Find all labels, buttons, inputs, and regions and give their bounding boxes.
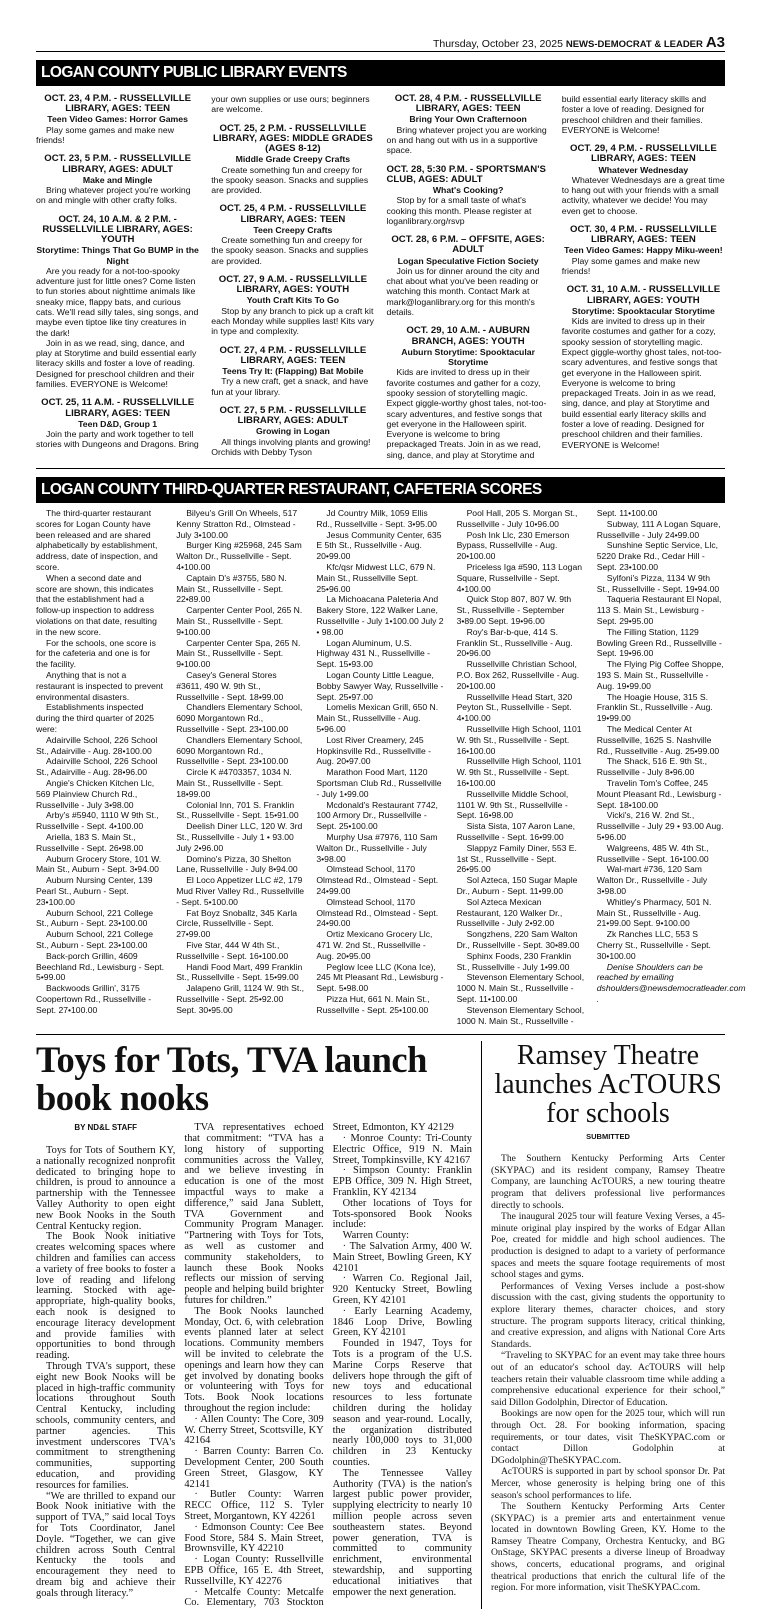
score-entry: The Medical Center At Russellville, 1625 S. Nashville Rd., Russellville - Aug. 25•99.00 — [596, 723, 720, 756]
article-paragraph: Performances of Vexing Verses include a post-show discussion with the cast, giving students the opportunity to explore literary themes, character choices, and story structure. The program supports literacy, critical thinking, and creative expression, and aligns with National Core Arts Standards. — [491, 1280, 725, 1350]
event-title: Whatever Wednesday — [598, 164, 689, 175]
score-entry: Auburn Grocery Store, 101 W. Main St., Auburn - Sept. 3•94.00 — [36, 853, 162, 875]
score-entry: Arby's #5940, 1110 W 9th St., Russellville - Sept. 4•100.00 — [36, 810, 159, 832]
event-title: Teen Creepy Crafts — [253, 224, 333, 235]
score-entry: Pool Hall, 205 S. Morgan St., Russellville - July 10•96.00 — [456, 508, 578, 529]
score-entry: Circle K #4703357, 1034 N. Main St., Russellville - Sept. 18•99.00 — [176, 767, 292, 799]
score-entry: Burger King #25968, 245 Sam Walton Dr., Russellville - Sept. 4•100.00 — [176, 540, 302, 573]
score-entry: Olmstead School, 1170 Olmstead Rd., Olmstead - Sept. 24•99.00 — [316, 864, 439, 896]
event-title: Make and Mingle — [82, 174, 153, 185]
score-entry: Wal-mart #736, 120 Sam Walton Dr., Russellville - July 3•98.00 — [596, 864, 708, 896]
event-heading: OCT. 23, 5 P.M. - RUSSELLVILLE LIBRARY, AGES: ADULT — [44, 153, 192, 175]
articles-row — [36, 1041, 725, 1609]
event-item — [387, 94, 550, 156]
toys-byline: BY ND&L STAFF — [74, 1123, 137, 1133]
events-banner: LOGAN COUNTY PUBLIC LIBRARY EVENTS — [36, 60, 725, 86]
event-description: All things involving plants and growing! Orchids with Debby Tyson — [211, 436, 371, 457]
score-entry: Lost River Creamery, 245 Hopkinsville Rd., Russellville - Aug. 20•97.00 — [316, 734, 431, 767]
score-entry: Songzhens, 220 Sam Walton Dr., Russellville - Sept. 30•89.00 — [456, 929, 580, 950]
article-paragraph: Toys for Tots of Southern KY, a nationally recognized nonprofit dedicated to bringing hope to children, is proud to announce a partnership with the Tennessee Valley Authority to open eight new Book Nooks in the South Central Kentucky region. — [36, 1145, 176, 1232]
event-description: Join the party and work together to tell stories with Dungeons and Dragons. Bring your own supplies or use ours; beginners are welcome. — [36, 94, 370, 450]
score-entry: Auburn School, 221 College St., Auburn - Sept. 23•100.00 — [36, 929, 154, 950]
article-paragraph: “Traveling to SKYPAC for an event may take three hours out of an educator's school day. AcTOURS will help teachers retain their valuable classroom time while adding a comprehensive educational experience for their school,” said Dillon Godolphin, Director of Education. — [491, 1350, 725, 1408]
ramsey-headline: Ramsey Theatre launches AcTOURS for schools — [494, 1040, 722, 1130]
event-item — [211, 124, 374, 196]
score-entry: The Flying Pig Coffee Shoppe, 193 S. Main St., Russellville - Aug. 19•99.00 — [596, 659, 724, 691]
page-number: A3 — [705, 34, 725, 51]
ramsey-byline: SUBMITTED — [586, 1132, 630, 1142]
score-entry: Murphy Usa #7976, 110 Sam Walton Dr., Russellville - July 3•98.00 — [316, 831, 438, 864]
score-entry: Taqueria Restaurant El Nopal, 113 S. Main St., Lewisburg - Sept. 29•95.00 — [596, 594, 722, 627]
article-paragraph: Other locations of Toys for Tots-sponsored Book Nooks include: — [332, 1197, 472, 1231]
score-entry: Zk Ranches LLC, 553 S Cherry St., Russellville - Sept. 30•100.00 — [596, 929, 711, 961]
toys-headline: Toys for Tots, TVA launch book nooks — [36, 1039, 427, 1119]
intro-paragraph: The third-quarter restaurant scores for Logan County have been released and are shared alphabetically by establishment, address, date of inspection, and score. — [36, 508, 158, 573]
ramsey-article-body — [491, 1153, 725, 1594]
article-paragraph: The Book Nook initiative creates welcoming spaces where children and families can access a variety of free books to foster a love of reading and lifelong learning. Stocked with age-appropriate, high-quality books, each nook is designed to encourage literacy development and provide families with opportunities to bond through reading. — [36, 1231, 176, 1362]
score-entry: Sphinx Foods, 230 Franklin St., Russellville - July 1•99.00 — [456, 950, 572, 972]
event-title: Logan Speculative Fiction Society — [397, 255, 539, 266]
scores-list — [36, 508, 746, 1026]
article-paragraph: · Edmonson County: Cee Bee Food Store, 584 S. Main Street, Brownsville, KY 42210 — [184, 1521, 324, 1555]
event-heading: OCT. 28, 6 P.M. – OFFSITE, AGES: ADULT — [391, 234, 545, 256]
event-title: Auburn Storytime: Spooktacular Storytime — [401, 346, 535, 368]
score-entry: Casey's General Stores #3611, 490 W. 9th St., Russellville - Sept. 18•99.00 — [176, 670, 284, 702]
article-paragraph: Through TVA's support, these eight new Book Nooks will be placed in high-traffic community locations throughout South Central Kentucky, including schools, community centers, and partner agencies. This investment underscores TVA's commitment to strengthening communities, supporting education, and providing resources for families. — [36, 1361, 176, 1491]
score-entry: Logan Aluminum, U.S. Highway 431 N., Russellville - Sept. 15•93.00 — [316, 637, 431, 670]
event-heading: OCT. 27, 4 P.M. - RUSSELLVILLE LIBRARY, AGES: TEEN — [219, 344, 367, 366]
event-description: Play some games and make new friends! — [36, 124, 174, 145]
event-heading: OCT. 29, 4 P.M. - RUSSELLVILLE LIBRARY, AGES: TEEN — [569, 143, 717, 165]
event-heading: OCT. 25, 11 A.M. - RUSSELLVILLE LIBRARY, AGES: TEEN — [41, 397, 195, 419]
score-entry: Posh Ink Llc, 230 Emerson Bypass, Russellville - Aug. 20•100.00 — [456, 529, 570, 562]
score-entry: Five Star, 444 W 4th St., Russellville - Sept. 16•100.00 — [176, 939, 289, 961]
score-entry: The Shack, 516 E. 9th St., Russellville - July 8•96.00 — [596, 756, 708, 778]
score-entry: The Filling Station, 1129 Bowling Green Rd., Russellville - Sept. 19•96.00 — [596, 626, 722, 659]
score-entry: Lomelis Mexican Grill, 650 N. Main St., Russellville - Aug. 5•96.00 — [316, 702, 439, 734]
score-entry: Slappyz Family Diner, 553 E. 1st St., Russellville - Sept. 26•95.00 — [456, 842, 577, 875]
article-paragraph: Founded in 1947, Toys for Tots is a program of the U.S. Marine Corps Reserve that delivers hope through the gift of new toys and educational resources to less fortunate children during the holiday season and year-round. Locally, the organization distributed nearly 100,000 toys to 31,000 children in 23 Kentucky counties. — [332, 1338, 472, 1468]
event-description: Bring whatever project you are working on and hang out with us in a supportive space. — [386, 124, 547, 156]
article-paragraph: · Butler County: Warren RECC Office, 112 S. Tyler Street, Morgantown, KY 42261 — [184, 1489, 324, 1522]
event-description: Stop by for a small taste of what's cooking this month. Please register at loganlibrary.org/rsvp — [386, 195, 532, 226]
author-contact: Denise Shoulders can be reached by emailing dshoulders@newsdemocratleader.com . — [596, 961, 746, 1004]
score-entry: Quick Stop 807, 807 W. 9th St., Russellville - September 3•89.00 Sept. 19•96.00 — [456, 594, 572, 627]
article-paragraph: · Metcalfe County: Metcalfe Co. Elementary, 703 Stockton Street, Edmonton, KY 42129 — [184, 1122, 454, 1609]
article-paragraph: · Logan County: Russellville EPB Office, 165 E. 4th Street, Russellville, KY 42276 — [184, 1554, 324, 1587]
score-entry: Adairville School, 226 School St., Adairville - Aug. 28•96.00 — [36, 756, 158, 778]
event-description: Play some games and make new friends! — [561, 255, 700, 277]
score-entry: The Hoagie House, 315 S. Franklin St., Russellville - Aug. 19•99.00 — [596, 691, 713, 724]
score-entry: Stevenson Elementary School, 1000 N. Main St., Russellville - Sept. 11•100.00 — [456, 508, 658, 1026]
score-entry: Colonial Inn, 701 S. Franklin St., Russellville - Sept. 15•91.00 — [176, 799, 299, 821]
event-item — [36, 154, 199, 205]
event-title: Bring Your Own Crafternoon — [409, 114, 527, 125]
score-entry: Russellville Head Start, 320 Peyton St., Russellville - Sept. 4•100.00 — [456, 691, 573, 724]
score-entry: Russellville High School, 1101 W. 9th St., Russellville - Sept. 16•100.00 — [456, 723, 582, 756]
event-heading: OCT. 28, 4 P.M. - RUSSELLVILLE LIBRARY, AGES: TEEN — [394, 93, 542, 115]
event-heading: OCT. 27, 5 P.M. - RUSSELLVILLE LIBRARY, AGES: ADULT — [219, 404, 367, 427]
article-paragraph: The inaugural 2025 tour will feature Vexing Verses, a 45-minute original play inspired by the works of Edgar Allan Poe, created for middle and high school audiences. The production is designed to adapt to a variety of performance spaces and meets the square footage requirements of most school stages and gyms. — [491, 1211, 725, 1281]
score-entry: Marathon Food Mart, 1120 Sportsman Club Rd., Russellville - July 1•99.00 — [316, 767, 442, 799]
score-entry: Handi Food Mart, 499 Franklin St., Russellville - Sept. 15•99.00 — [176, 961, 303, 983]
event-heading: OCT. 28, 5:30 P.M. - SPORTSMAN'S CLUB, AGES: ADULT — [386, 163, 546, 185]
event-heading: OCT. 27, 9 A.M. - RUSSELLVILLE LIBRARY, AGES: YOUTH — [218, 273, 367, 296]
event-item — [211, 204, 374, 266]
score-entry: Sunshine Septic Service, Llc, 5220 Drake Rd., Cedar Hill - Sept. 23•100.00 — [596, 540, 719, 573]
score-entry: Kfc/qsr Midwest LLC, 679 N. Main St., Russellville Sept. 25•96.00 — [316, 562, 436, 594]
score-entry: Jalapeno Grill, 1124 W. 9th St., Russellville - Sept. 25•92.00 Sept. 30•95.00 — [176, 983, 305, 1015]
event-heading: OCT. 29, 10 A.M. - AUBURN BRANCH, AGES: YOUTH — [406, 325, 530, 347]
score-entry: Carpenter Center Pool, 265 N. Main St., Russellville - Sept. 9•100.00 — [176, 605, 303, 637]
score-entry: Russellville Middle School, 1101 W. 9th St., Russellville - Sept. 16•98.00 — [456, 788, 569, 821]
article-paragraph: AcTOURS is supported in part by school sponsor Dr. Pat Mercer, whose generosity is helping bring one of this season's school performances to life. — [491, 1466, 725, 1501]
event-item — [387, 235, 550, 317]
event-item — [387, 165, 550, 227]
event-title: Growing in Logan — [255, 426, 330, 437]
intro-paragraph: Anything that is not a restaurant is inspected to prevent environmental disasters. — [36, 670, 164, 702]
event-description: Bring whatever project you're working on and mingle with other crafty folks. — [36, 185, 191, 206]
event-item — [211, 406, 374, 457]
score-entry: La Michoacana Paleteria And Bakery Store, 122 Walker Lane, Russellville - July 1•100.00 July 2 • 98.00 — [316, 594, 444, 637]
article-paragraph: · Simpson County: Franklin EPB Office, 309 N. High Street, Franklin, KY 42134 — [332, 1165, 472, 1199]
score-entry: Backwoods Grillin', 3175 Coopertown Rd., Russellville - Sept. 27•100.00 — [36, 983, 152, 1015]
score-entry: Sol Azteca Mexican Restaurant, 120 Walker Dr., Russellville - July 2•92.00 — [456, 896, 563, 929]
event-description: Create something fun and creepy for the spooky season. Snacks and supplies are provided. — [211, 235, 369, 266]
event-item — [562, 225, 725, 276]
score-entry: Captain D's #3755, 580 N. Main St., Russellville - Sept. 22•89.00 — [176, 572, 287, 605]
score-entry: Chandlers Elementary School, 6090 Morgantown Rd., Russellville - Sept. 23•100.00 — [176, 702, 303, 734]
score-entry: Walgreens, 485 W. 4th St., Russellville - Sept. 16•100.00 — [596, 842, 709, 864]
article-paragraph: The Southern Kentucky Performing Arts Center (SKYPAC) and its resident company, Ramsey Theatre Company, are launching AcTOURS, a new touring theatre program that delivers professional live performances directly to schools. — [491, 1153, 725, 1211]
toys-article-body — [36, 1123, 472, 1609]
event-description: Whatever Wednesdays are a great time to hang out with your friends with a small activity, whatever we decide! You may even get to choose. — [561, 174, 725, 216]
intro-paragraph: For the schools, one score is for the cafeteria and one is for the facility. — [36, 637, 156, 670]
score-entry: Adairville School, 226 School St., Adairville - Aug. 28•100.00 — [36, 734, 158, 756]
article-paragraph: · The Salvation Army, 400 W. Main Street, Bowling Green, KY 42101 — [332, 1241, 472, 1274]
event-description: Stop by any branch to pick up a craft kit each Monday while supplies last! Kits vary in type and complexity. — [211, 305, 374, 337]
score-entry: Vicki's, 216 W. 2nd St., Russellville - July 29 • 93.00 Aug. 5•96.00 — [596, 810, 724, 842]
score-entry: Mcdonald's Restaurant 7742, 100 Armory Dr., Russellville - Sept. 25•100.00 — [316, 799, 438, 832]
article-paragraph: “We are thrilled to expand our Book Nook initiative with the support of TVA,” said local Toys for Tots Coordinator, Janel Doyle. “Together, we can give children across South Central Kentucky the tools and encouragement they need to dream big and achieve their goals through literacy.” — [36, 1490, 176, 1599]
score-entry: Pizza Hut, 661 N. Main St., Russellville - Sept. 25•100.00 — [316, 993, 430, 1015]
score-entry: Roy's Bar-b-que, 414 S. Franklin St., Russellville - Aug. 20•96.00 — [456, 626, 573, 659]
event-heading: OCT. 25, 2 P.M. - RUSSELLVILLE LIBRARY, AGES: MIDDLE GRADES (AGES 8-12) — [213, 122, 373, 154]
masthead — [36, 34, 725, 52]
article-paragraph: The Southern Kentucky Performing Arts Center (SKYPAC) is a premier arts and entertainment venue located in downtown Bowling Green, KY. Home to the Ramsey Theatre Company, Orchestra Kentucky, and BG OnStage, SKYPAC presents a diverse lineup of Broadway shows, concerts, educational programs, and original theatrical productions that enrich the cultural life of the region. For more information, visit TheSKYPAC.com. — [491, 1501, 725, 1594]
event-description: Are you ready for a not-too-spooky adventure just for little ones? Come listen to fun stories about nighttime animals like sneaky mice, flappy bats, and curious cats. We'll read silly tales, sing songs, and maybe even tiptoe like tiny creatures in the dark! — [36, 265, 199, 338]
score-entry: Priceless Iga #590, 113 Logan Square, Russellville - Sept. 4•100.00 — [456, 562, 583, 594]
score-entry: Domino's Pizza, 30 Shelton Lane, Russellville - July 8•94.00 — [176, 853, 298, 875]
article-paragraph: Warren County: — [342, 1230, 410, 1242]
score-entry: Sylfoni's Pizza, 1134 W 9th St., Russellville - Sept. 19•94.00 — [596, 572, 720, 594]
score-entry: Ortiz Mexicano Grocery Llc, 471 W. 2nd St., Russellville - Aug. 20•95.00 — [316, 929, 433, 961]
score-entry: Subway, 111 A Logan Square, Russellville - July 24•99.00 — [596, 518, 721, 540]
event-title: Youth Craft Kits To Go — [246, 295, 340, 306]
section-divider — [36, 1034, 725, 1035]
intro-paragraph: When a second date and score are shown, this indicates that the establishment had a follow-up inspection to address violations on that date, resulting in the new score. — [36, 572, 157, 637]
event-item — [211, 275, 374, 337]
event-title: Teens Try It: (Flapping) Bat Mobile — [222, 365, 364, 376]
score-entry: Auburn Nursing Center, 139 Pearl St., Auburn - Sept. 23•100.00 — [36, 875, 153, 907]
toys-article — [36, 1041, 481, 1609]
event-title: Storytime: Spooktacular Storytime — [571, 305, 715, 316]
ramsey-article — [482, 1041, 725, 1609]
article-paragraph: The Tennessee Valley Authority (TVA) is the nation's largest public power provider, supplying electricity to nearly 10 million people across seven southeastern states. Beyond power generation, TVA is committed to community enrichment, environmental stewardship, and supporting educational initiatives that empower the next generation. — [332, 1467, 472, 1598]
event-description: Join in as we read, sing, dance, and play at Storytime and build essential early literacy skills and foster a love of reading. Designed for preschool children and their families. EVERYONE is Welcome! — [36, 337, 197, 390]
score-entry: Fat Boyz Snoballz, 345 Karla Circle, Russellville - Sept. 27•99.00 — [176, 907, 298, 940]
score-entry: Angie's Chicken Kitchen Llc, 569 Plainview Church Rd., Russellville - July 3•98.00 — [36, 777, 155, 810]
article-paragraph: · Warren Co. Regional Jail, 920 Kentucky Street, Bowling Green, KY 42101 — [332, 1273, 472, 1307]
section-divider — [36, 468, 725, 469]
intro-paragraph: Establishments inspected during the third quarter of 2025 were: — [36, 702, 155, 734]
score-entry: Peglow Icee LLC (Kona Ice), 245 Mt Pleasant Rd., Lewisburg - Sept. 5•98.00 — [316, 961, 444, 994]
article-paragraph: TVA representatives echoed that commitment: “TVA has a long history of supporting communities across the Valley, and we believe investing in education is one of the most impactful ways to make a difference,” said Jana Sublett, TVA Government and Community Program Manager. “Partnering with Toys for Tots, as well as customer and community stakeholders, to launch these Book Nooks reflects our mission of serving people and helping build brighter futures for children.” — [184, 1122, 324, 1307]
issue-date: Thursday, October 23, 2025 — [432, 38, 563, 50]
score-entry: Sista Sista, 107 Aaron Lane, Russellville - Sept. 16•99.00 — [456, 821, 576, 842]
score-entry: El Loco Appetizer LLC #2, 179 Mud River Valley Rd., Russellville - Sept. 5•100.00 — [176, 875, 305, 907]
score-entry: Russellville Christian School, P.O. Box 262, Russellville - Aug. 20•100.00 — [456, 659, 580, 691]
score-entry: Sol Azteca, 150 Sugar Maple Dr., Auburn - Sept. 11•99.00 — [456, 875, 578, 896]
score-entry: Ariella, 183 S. Main St., Russellville - Sept. 26•98.00 — [36, 831, 144, 853]
event-item — [36, 215, 199, 390]
score-entry: Olmstead School, 1170 Olmstead Rd., Olmstead - Sept. 24•90.00 — [316, 896, 439, 929]
event-title: Teen Video Games: Horror Games — [47, 114, 188, 125]
article-paragraph: · Allen County: The Core, 309 W. Cherry Street, Scottsville, KY 42164 — [184, 1413, 324, 1447]
score-entry: Deelish Diner LLC, 120 W. 3rd St., Russellville - July 1 • 93.00 July 2•96.00 — [176, 821, 303, 853]
event-item — [211, 346, 374, 397]
scores-banner: LOGAN COUNTY THIRD-QUARTER RESTAURANT, CAFETERIA SCORES — [36, 477, 725, 503]
event-title: Storytime: Things That Go BUMP in the Night — [36, 245, 199, 266]
article-paragraph: · Monroe County: Tri-County Electric Office, 919 N. Main Street, Tompkinsville, KY 42167 — [332, 1133, 472, 1166]
article-paragraph: · Barren County: Barren Co. Development Center, 200 South Green Street, Glasgow, KY 42141 — [184, 1446, 324, 1490]
score-entry: Logan County Little League, Bobby Sawyer Way, Russellville - Sept. 25•97.00 — [316, 670, 444, 702]
event-heading: OCT. 30, 4 P.M. - RUSSELLVILLE LIBRARY, AGES: TEEN — [569, 224, 717, 246]
event-title: Middle Grade Creepy Crafts — [235, 154, 351, 165]
score-entry: Jd Country Milk, 1059 Ellis Rd., Russellville - Sept. 3•95.00 — [316, 508, 437, 529]
event-description: Kids are invited to dress up in their favorite costumes and gather for a cozy, spooky session of storytelling magic. Expect giggle-worthy ghost tales, not-too-scary adventures, and festive songs that get everyone in the Halloween spirit. Everyone is welcome to bring prepackaged Treats. Join in as we read, sing, dance, and play at Storytime and build essential early literacy skills and foster a love of reading. Designed for preschool children and their families. EVERYONE is Welcome! — [386, 94, 707, 460]
event-title: What's Cooking? — [432, 185, 504, 195]
score-entry: Travelin Tom's Coffee, 245 Mount Pleasant Rd., Lewisburg - Sept. 18•100.00 — [596, 777, 722, 810]
score-entry: Whitley's Pharmacy, 501 N. Main St., Russellville - Aug. 21•99.00 Sept. 9•100.00 — [596, 896, 712, 929]
events-list — [36, 94, 725, 460]
score-entry: Stevenson Elementary School, 1000 N. Main St., Russellville - Sept. 11•100.00 — [456, 972, 585, 1004]
event-heading: OCT. 23, 4 P.M. - RUSSELLVILLE LIBRARY, AGES: TEEN — [44, 93, 192, 115]
event-heading: OCT. 25, 4 P.M. - RUSSELLVILLE LIBRARY, AGES: TEEN — [219, 203, 367, 225]
paper-name: NEWS-DEMOCRAT & LEADER — [565, 39, 703, 50]
event-heading: OCT. 31, 10 A.M. - RUSSELLVILLE LIBRARY, AGES: YOUTH — [566, 284, 721, 306]
event-item — [562, 285, 725, 450]
event-title: Teen D&D, Group 1 — [78, 418, 158, 429]
article-paragraph: · Early Learning Academy, 1846 Loop Drive, Bowling Green, KY 42101 — [332, 1305, 472, 1339]
score-entry: Russellville High School, 1101 W. 9th St., Russellville - Sept. 16•100.00 — [456, 756, 582, 788]
event-title: Teen Video Games: Happy Miku-ween! — [564, 245, 723, 256]
event-description: Try a new craft, get a snack, and have fun at your library. — [211, 376, 369, 397]
event-description: Kids are invited to dress up in their favorite costumes and gather for a cozy, spooky session of storytelling magic. Expect giggle-worthy ghost tales, not-too-scary adventures, and festive songs that get everyone in the Halloween spirit. Everyone is welcome to bring prepackaged Treats. Join in as we read, sing, dance, and play at Storytime and build essential early literacy skills and foster a love of reading. Designed for preschool children and their families. EVERYONE is Welcome! — [561, 316, 722, 450]
score-entry: Bilyeu's Grill On Wheels, 517 Kenny Stratton Rd., Olmstead - July 3•100.00 — [176, 508, 298, 540]
event-item — [36, 94, 199, 145]
article-paragraph: The Book Nooks launched Monday, Oct. 6, with celebration events planned later at select locations. Community members will be invited to celebrate the openings and learn how they can get involved by donating books or volunteering with Toys for Tots. Book Nook locations throughout the region include: — [184, 1305, 324, 1415]
article-paragraph: Bookings are now open for the 2025 tour, which will run through Oct. 28. For booking information, spacing requirements, or tour dates, visit TheSKYPAC.com or contact Dillon Godolphin at DGodolphin@TheSKYPAC.com. — [491, 1408, 725, 1466]
event-item — [562, 144, 725, 216]
score-entry: Chandlers Elementary School, 6090 Morgantown Rd., Russellville - Sept. 23•100.00 — [176, 734, 303, 767]
event-description: Create something fun and creepy for the spooky season. Snacks and supplies are provided. — [211, 164, 369, 196]
score-entry: Carpenter Center Spa, 265 N. Main St., Russellville - Sept. 9•100.00 — [176, 637, 301, 670]
score-entry: Auburn School, 221 College St., Auburn - Sept. 23•100.00 — [36, 907, 154, 929]
event-heading: OCT. 24, 10 A.M. & 2 P.M. - RUSSELLVILLE LIBRARY, AGES: YOUTH — [42, 213, 193, 245]
score-entry: Back-porch Grillin, 4609 Beechland Rd., Lewisburg - Sept. 5•99.00 — [36, 950, 165, 983]
event-description: Join us for dinner around the city and chat about what you've been reading or watching this month. Contact Mark at mark@loganlibrary.org for this month's details. — [386, 265, 540, 318]
score-entry: Jesus Community Center, 635 E 5th St., Russellville - Aug. 20•99.00 — [316, 529, 442, 562]
